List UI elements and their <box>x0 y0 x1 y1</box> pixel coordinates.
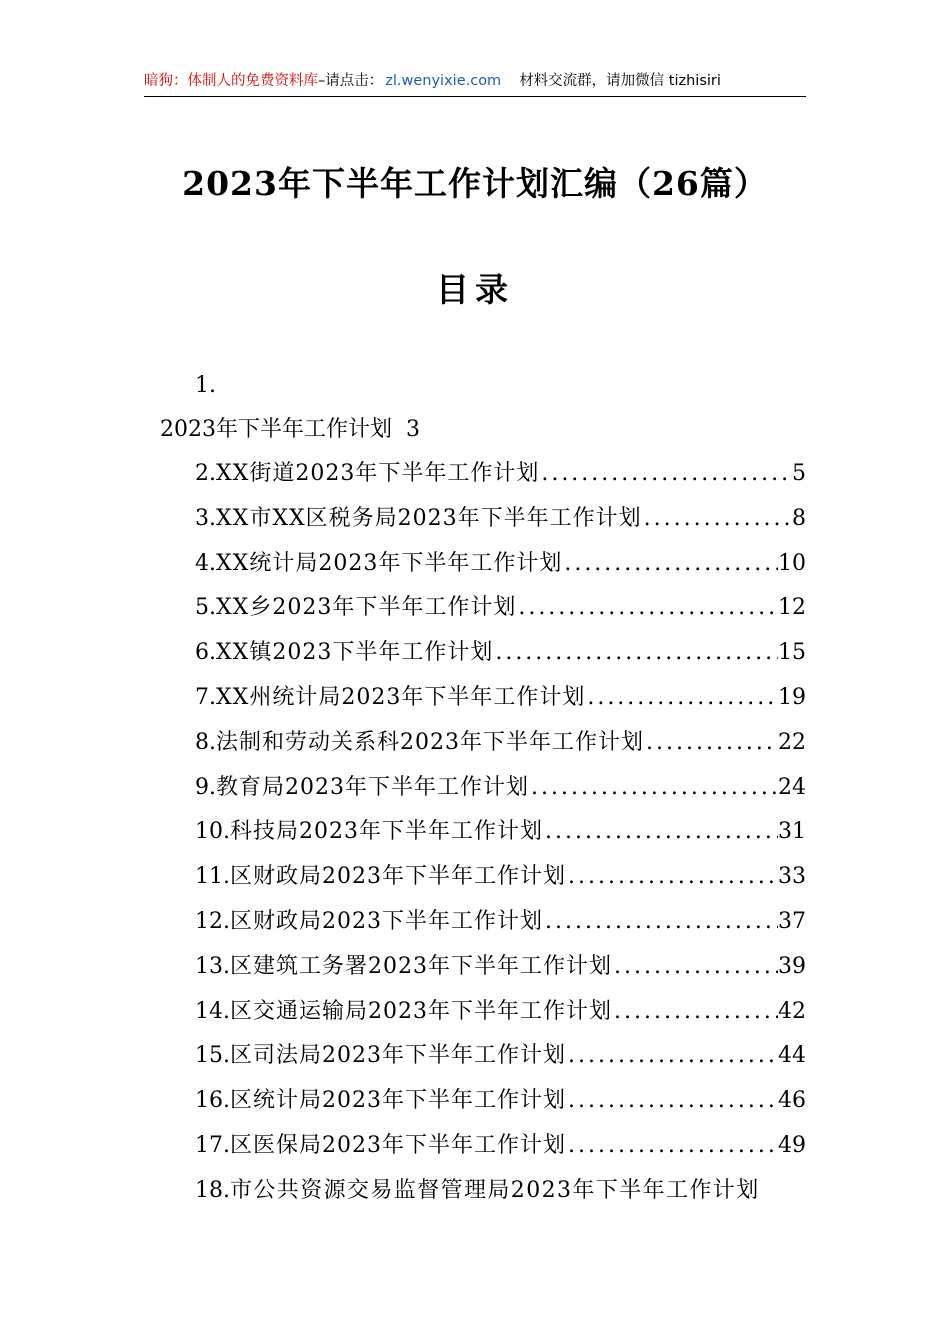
toc-entry-text: XX市XX区税务局2023年下半年工作计划 <box>216 505 642 531</box>
click-prompt: –请点击： <box>318 73 384 89</box>
toc-entry-number: 6. <box>195 640 216 666</box>
toc-entry-page: 46 <box>778 1088 806 1114</box>
toc-entry[interactable] <box>195 676 806 721</box>
toc-entry-page: 39 <box>778 953 806 979</box>
toc-entry[interactable] <box>195 810 806 855</box>
toc-entry-page: 22 <box>778 729 806 755</box>
toc-entry-text: XX统计局2023年下半年工作计划 <box>216 550 563 576</box>
toc-entry[interactable] <box>195 1034 806 1079</box>
toc-entry-page: 10 <box>778 550 806 576</box>
toc-entry-number: 10. <box>195 819 230 845</box>
toc-entry-page: 33 <box>778 864 806 890</box>
toc-entry-number: 16. <box>195 1088 230 1114</box>
toc-entry-text: XX乡2023年下半年工作计划 <box>216 595 517 621</box>
toc-entry-1[interactable] <box>160 408 806 452</box>
toc-dot-leader <box>543 810 778 855</box>
toc-dot-leader <box>612 990 778 1035</box>
toc-entry[interactable] <box>195 855 806 900</box>
document-title: 2023年下半年工作计划汇编（26篇） <box>182 164 768 203</box>
toc-entry-1-number[interactable]: 1. <box>195 373 216 398</box>
toc-entry[interactable] <box>195 542 806 587</box>
toc-entry-text: 区交通运输局2023年下半年工作计划 <box>230 998 612 1024</box>
toc-entry-page: 37 <box>778 908 806 934</box>
toc-entry-number: 17. <box>195 1132 230 1158</box>
toc-entry-number: 11. <box>195 864 230 890</box>
toc-entry-number: 5. <box>195 595 216 621</box>
toc-entry-number: 8. <box>195 729 216 755</box>
toc-entry-1-text: 2023年下半年工作计划 <box>160 417 392 442</box>
toc-entry-number: 18. <box>195 1177 230 1203</box>
toc-entry-text: 科技局2023年下半年工作计划 <box>230 819 543 845</box>
toc-heading: 目录 <box>436 270 514 309</box>
toc-entry-page: 19 <box>778 684 806 710</box>
toc-entry-page: 8 <box>792 505 806 531</box>
toc-dot-leader <box>612 945 778 990</box>
toc-entry[interactable] <box>195 945 806 990</box>
toc-entry-number: 3. <box>195 505 216 531</box>
toc-entry-number: 7. <box>195 684 216 710</box>
toc-entry-number: 2. <box>195 461 216 486</box>
toc-entry-page: 15 <box>778 640 806 666</box>
toc-entry[interactable] <box>195 586 806 631</box>
toc-entry-number: 15. <box>195 1043 230 1069</box>
toc-dot-leader <box>543 900 778 945</box>
toc-dot-leader <box>585 676 778 721</box>
site-link[interactable]: zl.wenyixie.com <box>385 73 502 89</box>
toc-entry-text: 法制和劳动关系科2023年下半年工作计划 <box>216 729 644 755</box>
toc-dot-leader <box>642 497 792 542</box>
toc-entry-text: 区医保局2023年下半年工作计划 <box>230 1132 566 1158</box>
toc-dot-leader <box>566 855 778 900</box>
toc-entry-text: 区建筑工务署2023年下半年工作计划 <box>230 953 612 979</box>
toc-entry-text: 区司法局2023年下半年工作计划 <box>230 1043 566 1069</box>
toc-entry[interactable] <box>195 631 806 676</box>
toc-entry[interactable] <box>195 900 806 945</box>
toc-entry-number: 13. <box>195 953 230 979</box>
toc-entry-page: 49 <box>778 1132 806 1158</box>
toc-entry-text: 区财政局2023年下半年工作计划 <box>230 864 566 890</box>
toc-entry-number: 9. <box>195 774 216 800</box>
toc-dot-leader <box>539 452 792 497</box>
toc-entry[interactable] <box>195 1079 806 1124</box>
toc-entry-text: XX镇2023下半年工作计划 <box>216 640 494 666</box>
toc-entry-page: 12 <box>778 595 806 621</box>
toc-dot-leader <box>566 1079 778 1124</box>
toc-entry-page: 5 <box>792 461 806 486</box>
page-header <box>144 66 806 97</box>
toc-entry-list <box>195 452 806 1214</box>
toc-dot-leader <box>529 766 778 811</box>
toc-entry-text: 区财政局2023下半年工作计划 <box>230 908 543 934</box>
toc-entry-page: 24 <box>778 774 806 800</box>
toc-entry[interactable] <box>195 990 806 1035</box>
toc-dot-leader <box>644 721 778 766</box>
toc-entry-text: XX州统计局2023年下半年工作计划 <box>216 684 586 710</box>
toc-entry-page: 31 <box>778 819 806 845</box>
toc-dot-leader <box>562 542 778 587</box>
toc-entry[interactable] <box>195 766 806 811</box>
toc-dot-leader <box>493 631 778 676</box>
toc-entry-text: 区统计局2023年下半年工作计划 <box>230 1088 566 1114</box>
toc-entry[interactable] <box>195 1169 806 1214</box>
toc-entry-number: 14. <box>195 998 230 1024</box>
toc-entry[interactable] <box>195 721 806 766</box>
toc-entry[interactable] <box>195 497 806 542</box>
toc-entry-number: 12. <box>195 908 230 934</box>
toc-dot-leader <box>566 1124 778 1169</box>
toc-entry-text: 教育局2023年下半年工作计划 <box>216 774 529 800</box>
toc-entry-page: 44 <box>778 1043 806 1069</box>
toc-entry[interactable] <box>195 1124 806 1169</box>
site-name: 暗狗：体制人的免费资料库 <box>144 73 318 89</box>
toc-dot-leader <box>566 1034 778 1079</box>
toc-entry-page: 42 <box>778 998 806 1024</box>
toc-entry-text: XX街道2023年下半年工作计划 <box>216 461 540 486</box>
toc-entry-number: 4. <box>195 550 216 576</box>
toc-entry-text: 市公共资源交易监督管理局2023年下半年工作计划 <box>230 1177 760 1203</box>
toc-entry[interactable] <box>195 452 806 497</box>
toc-entry-1-page: 3 <box>406 417 420 442</box>
table-of-contents <box>160 364 806 1214</box>
toc-dot-leader <box>516 586 778 631</box>
group-note: 材料交流群，请加微信 tizhisiri <box>519 73 721 89</box>
